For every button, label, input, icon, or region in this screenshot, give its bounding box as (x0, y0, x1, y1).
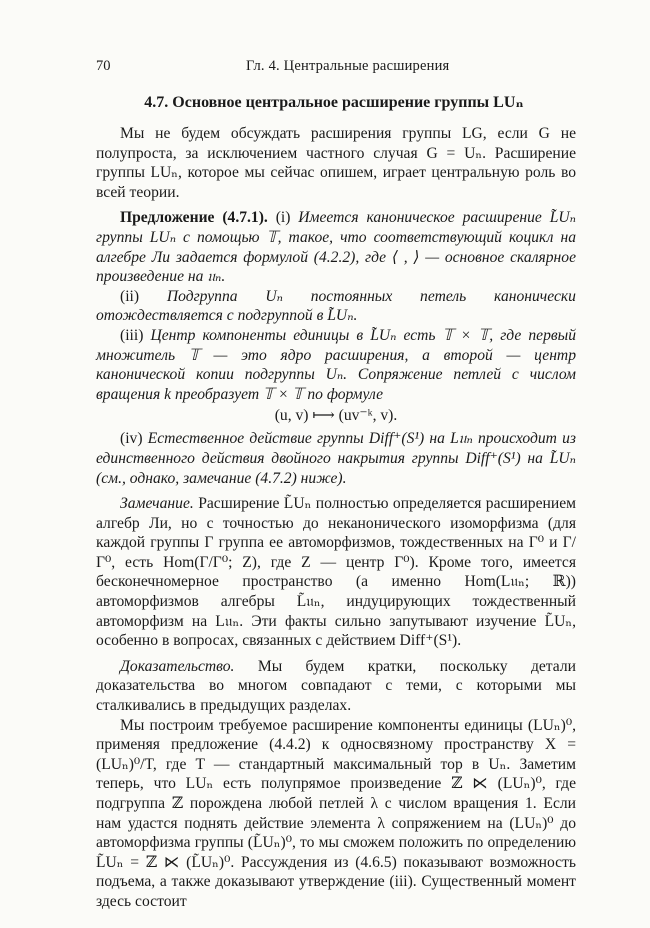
proposition-ii (96, 287, 576, 326)
remark-text: Расширение L̃Uₙ полностью определяется расширением алгебр Ли, но с точностью до неканонического изоморфизма (для каждой группы Γ группа ее автоморфизмов, тождественных на Γ⁰ и Γ/Γ⁰, есть Hom(Γ/Γ⁰; Z), где Z — центр Γ⁰). Кроме того, имеется бесконечномерное пространство (а именно Hom(L𝔲ₙ; ℝ)) автоморфизмов алгебры L̃𝔲ₙ, индуцирующих тождественный автоморфизм на L𝔲ₙ. Эти факты сильно запутывают изучение L̃Uₙ, особенно в вопросах, связанных с действием Diff⁺(S¹). (96, 495, 576, 650)
remark-label: Замечание. (120, 495, 194, 513)
page-header (96, 58, 572, 78)
construction-paragraph: Мы построим требуемое расширение компоненты единицы (LUₙ)⁰, применяя предложение (4.4.2) к односвязному пространству X = (LUₙ)⁰/T, где T — стандартный максимальный тор в Uₙ. Заметим теперь, что LUₙ есть полупрямое произведение ℤ ⋉ (LUₙ)⁰, где подгруппа ℤ порождена любой петлей λ с числом вращения 1. Если нам удастся поднять действие элемента λ сопряжением на (LUₙ)⁰ до автоморфизма группы (L̃Uₙ)⁰, то мы сможем положить по определению L̃Uₙ = ℤ ⋉ (L̃Uₙ)⁰. Рассуждения из (4.6.5) показывают возможность подъема, а также доказывают утверждение (iii). Существенный момент здесь состоит (96, 716, 576, 910)
remark-paragraph (96, 494, 576, 651)
proposition-label: Предложение (4.7.1). (120, 209, 268, 227)
proposition-iv (96, 429, 576, 488)
page-number: 70 (96, 58, 111, 74)
proof-paragraph (96, 657, 576, 716)
item-marker: (iv) (120, 430, 143, 448)
item-marker: (i) (275, 209, 291, 227)
proof-label: Доказательство. (120, 657, 235, 675)
item-marker: (ii) (120, 287, 140, 305)
running-head: Гл. 4. Центральные расширения (246, 58, 450, 74)
proposition-ii-text: Подгруппа Uₙ постоянных петель канонически отождествляется с подгруппой в L̃Uₙ. (96, 287, 576, 325)
proposition-i (96, 208, 576, 286)
page-body (96, 124, 576, 912)
item-marker: (iii) (120, 326, 144, 344)
proposition-iii-text: Центр компоненты единицы в L̃Uₙ есть 𝕋 × 𝕋, где первый множитель 𝕋 — это ядро расширения, а второй — центр канонической копии подгруппы Uₙ. Сопряжение петлей с числом вращения k преобразует 𝕋 × 𝕋 по формуле (96, 326, 576, 403)
display-formula: (u, v) ⟼ (uv⁻ᵏ, v). (274, 407, 398, 425)
proposition-i-text: Имеется каноническое расширение L̃Uₙ группы LUₙ с помощью 𝕋, такое, что соответствующий коцикл на алгебре Ли задается формулой (4.2.2), где ⟨ , ⟩ — основное скалярное произведение на 𝔲ₙ. (96, 209, 576, 286)
proposition-iv-text: Естественное действие группы Diff⁺(S¹) на L𝔲ₙ происходит из единственного действия двойного накрытия группы Diff⁺(S¹) на L̃Uₙ (см., однако, замечание (4.7.2) ниже). (96, 430, 576, 487)
proposition-iii (96, 326, 576, 404)
intro-paragraph: Мы не будем обсуждать расширения группы LG, если G не полупроста, за исключением частного случая G = Uₙ. Расширение группы LUₙ, которое мы сейчас опишем, играет центральную роль во всей теории. (96, 125, 576, 201)
section-title: 4.7. Основное центральное расширение группы LUₙ (144, 94, 524, 111)
proof-text: Мы будем кратки, поскольку детали доказательства во многом совпадают с теми, с которыми мы сталкивались в предыдущих разделах. (96, 657, 576, 715)
